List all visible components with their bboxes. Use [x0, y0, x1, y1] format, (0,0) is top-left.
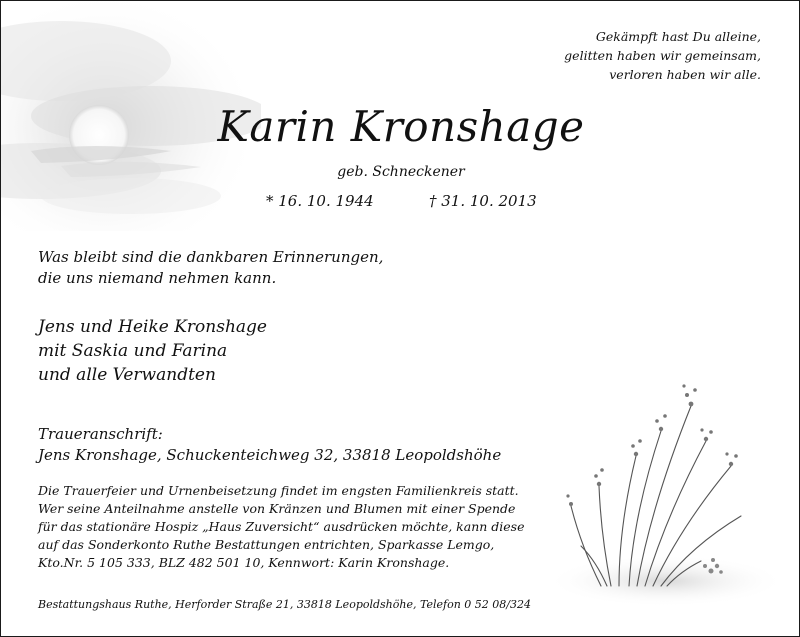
motto-line: verloren haben wir alle. [609, 67, 761, 82]
notice-line: Kto.Nr. 5 105 333, BLZ 482 501 10, Kennwort: Karin Kronshage. [38, 555, 450, 570]
address-value: Jens Kronshage, Schuckenteichweg 32, 33818 Leopoldshöhe [38, 446, 502, 464]
mourner-line: mit Saskia und Farina [38, 341, 228, 361]
mourner-line: Jens und Heike Kronshage [38, 317, 267, 337]
grass-flower-illustration-icon [541, 346, 791, 606]
maiden-name: geb. Schneckener [337, 164, 465, 180]
funeral-home-footer: Bestattungshaus Ruthe, Herforder Straße 21, 33818 Leopoldshöhe, Telefon 0 52 08/324 [38, 598, 531, 611]
memorial-quote [38, 247, 383, 289]
motto-verse [501, 27, 761, 84]
motto-line: Gekämpft hast Du alleine, [595, 29, 761, 44]
funeral-notice [38, 482, 525, 572]
mourner-line: und alle Verwandten [38, 365, 216, 385]
notice-line: Die Trauerfeier und Urnenbeisetzung findet im engsten Familienkreis statt. [38, 483, 519, 498]
birth-date: * 16. 10. 1944 [266, 192, 374, 210]
notice-line: für das stationäre Hospiz „Haus Zuversicht“ ausdrücken möchte, kann diese [38, 519, 525, 534]
death-date: † 31. 10. 2013 [429, 192, 537, 210]
deceased-name: Karin Kronshage [217, 102, 585, 151]
mourners-list [38, 315, 267, 387]
notice-line: Wer seine Anteilnahme anstelle von Kränzen und Blumen mit einer Spende [38, 501, 516, 516]
address-label: Traueranschrift: [38, 425, 163, 443]
quote-line: Was bleibt sind die dankbaren Erinnerungen, [38, 248, 384, 266]
quote-line: die uns niemand nehmen kann. [38, 269, 277, 287]
condolence-address [38, 424, 501, 466]
motto-line: gelitten haben wir gemeinsam, [564, 48, 761, 63]
notice-line: auf das Sonderkonto Ruthe Bestattungen entrichten, Sparkasse Lemgo, [38, 537, 495, 552]
